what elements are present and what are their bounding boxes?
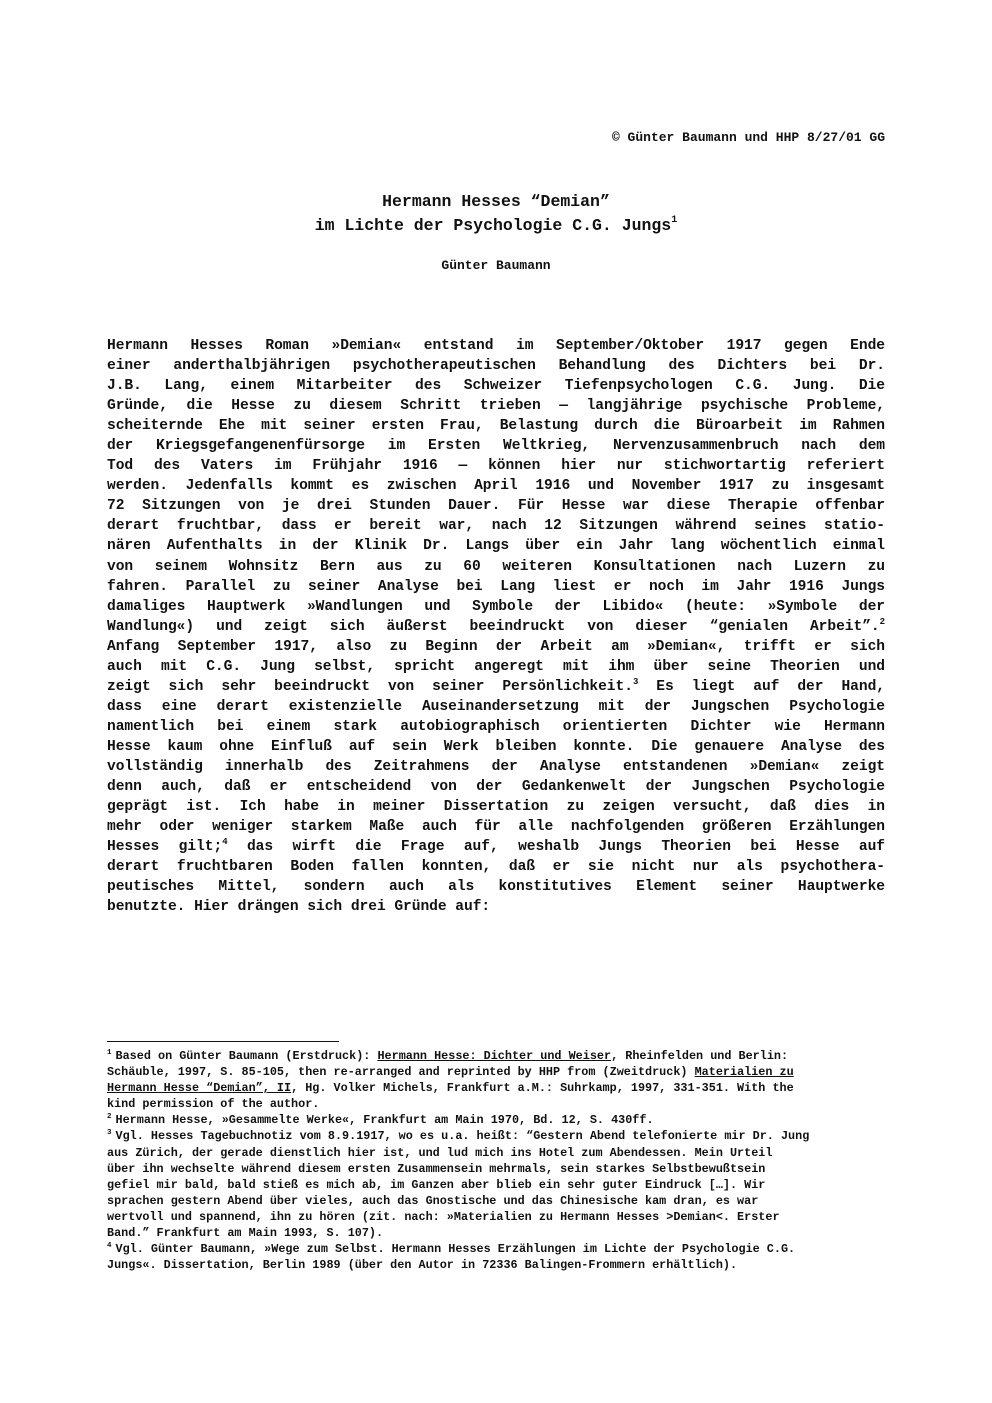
body-line-text: Hesses gilt; xyxy=(107,839,223,856)
footnote-text: Vgl. Hesses Tagebuchnotiz vom 8.9.1917, wo es u.a. heißt: “Gestern Abend telefonierte mir Dr. Jung xyxy=(115,1129,810,1144)
footnote-separator xyxy=(107,1041,339,1042)
body-line: nären Aufenthalts in der Klinik Dr. Langs über ein Jahr lang wöchentlich einmal xyxy=(107,538,885,555)
body-line: benutzte. Hier drängen sich drei Gründe auf: xyxy=(107,899,491,916)
body-line: J.B. Lang, einem Mitarbeiter des Schweizer Tiefenpsychologen C.G. Jung. Die xyxy=(107,378,885,395)
footnote-ref-4[interactable]: 4 xyxy=(222,837,228,848)
body-line: dass eine derart existenzielle Auseinandersetzung mit der Jungschen Psychologie xyxy=(107,698,885,715)
body-line xyxy=(107,837,885,857)
footnote-text: Schäuble, 1997, S. 85-105, then re-arranged and reprinted by HHP from (Zweitdruck) xyxy=(107,1065,695,1080)
footnote-link-hesse-dichter[interactable]: Hermann Hesse: Dichter und Weiser xyxy=(377,1049,612,1063)
footnote-line xyxy=(107,1080,885,1096)
footnote-line xyxy=(107,1112,885,1128)
title-line-2 xyxy=(0,214,992,238)
author-name: Günter Baumann xyxy=(441,258,551,273)
footnote-number: 4 xyxy=(107,1242,112,1251)
footnote-text: Hermann Hesse, »Gesammelte Werke«, Frankfurt am Main 1970, Bd. 12, S. 430ff. xyxy=(115,1113,654,1128)
footnote-line: kind permission of the author. xyxy=(107,1097,320,1112)
footnote-line: über ihn wechselte während diesem ersten Zusammensein mehrmals, sein starkes Selbstbewußtsein xyxy=(107,1161,766,1176)
body-line-text: das wirft die Frage auf, weshalb Jungs Theorien bei Hesse auf xyxy=(227,839,885,856)
title-block xyxy=(0,190,992,273)
body-line: peutisches Mittel, sondern auch als konstitutives Element seiner Hauptwerke xyxy=(107,879,885,896)
body-line: damaliges Hauptwerk »Wandlungen und Symbole der Libido« (heute: »Symbole der xyxy=(107,598,885,615)
body-line: derart fruchtbaren Boden fallen konnten, daß er sie nicht nur als psychothera- xyxy=(107,859,885,876)
footnote-text: , Rheinfelden und Berlin: xyxy=(611,1049,789,1063)
body-line: Hermann Hesses Roman »Demian« entstand im September/Oktober 1917 gegen Ende xyxy=(107,338,885,354)
body-line: Anfang September 1917, also zu Beginn der Arbeit am »Demian«, trifft er sich xyxy=(107,638,885,655)
body-line: werden. Jedenfalls kommt es zwischen April 1916 und November 1917 zu insgesamt xyxy=(107,478,885,495)
footnote-line: wertvoll und spannend, ihn zu hören (zit. nach: »Materialien zu Hermann Hesses >Demian<. Erster xyxy=(107,1209,780,1224)
body-line: einer anderthalbjährigen psychotherapeutischen Behandlung des Dichters bei Dr. xyxy=(107,358,885,375)
footnotes xyxy=(107,1048,885,1273)
body-line xyxy=(107,677,885,697)
body-line: Gründe, die Hesse zu diesem Schritt trieben — langjährige psychische Probleme, xyxy=(107,398,885,415)
footnote-line: sprachen gestern Abend über vieles, auch das Gnostische und das Chinesische kam dran, es war xyxy=(107,1193,759,1208)
body-line: Hesse kaum ohne Einfluß auf sein Werk bleiben konnte. Die genauere Analyse des xyxy=(107,738,885,755)
body-line: 72 Sitzungen von je drei Stunden Dauer. Für Hesse war diese Therapie offenbar xyxy=(107,498,885,515)
footnote-text: , Hg. Volker Michels, Frankfurt a.M.: Suhrkamp, 1997, 331-351. With the xyxy=(291,1081,794,1096)
body-line-text: Wandlung«) und zeigt sich äußerst beeindruckt von dieser “genialen Arbeit”. xyxy=(107,618,880,635)
body-line: derart fruchtbar, dass er bereit war, nach 12 Sitzungen während seines statio- xyxy=(107,518,885,535)
body-line: namentlich bei einem stark autobiographisch orientierten Dichter wie Hermann xyxy=(107,718,885,735)
body-line: geprägt ist. Ich habe in meiner Dissertation zu zeigen versucht, daß dies in xyxy=(107,799,885,816)
footnote-line: Jungs«. Dissertation, Berlin 1989 (über den Autor in 72336 Balingen-Frommern erhältlich). xyxy=(107,1258,738,1273)
footnote-number: 1 xyxy=(107,1049,112,1057)
title-line-2-text: im Lichte der Psychologie C.G. Jungs xyxy=(314,216,672,235)
footnote-line xyxy=(107,1064,885,1080)
footnote-line: Band.” Frankfurt am Main 1993, S. 107). xyxy=(107,1226,384,1241)
body-line: von seinem Wohnsitz Bern aus zu 60 weiteren Konsultationen nach Luzern zu xyxy=(107,558,885,575)
copyright-notice: © Günter Baumann und HHP 8/27/01 GG xyxy=(611,130,885,145)
body-line-text: zeigt sich sehr beeindruckt von seiner Persönlichkeit. xyxy=(107,678,633,695)
body-line: fahren. Parallel zu seiner Analyse bei Lang liest er noch im Jahr 1916 Jungs xyxy=(107,578,885,595)
footnote-line: aus Zürich, der gerade dienstlich hier ist, und lud mich ins Hotel zum Abendessen. Mein Urteil xyxy=(107,1145,773,1160)
body-line xyxy=(107,617,885,637)
body-paragraph xyxy=(107,336,885,917)
footnote-4 xyxy=(107,1241,885,1273)
footnote-ref-2[interactable]: 2 xyxy=(879,616,885,627)
footnote-ref-1[interactable]: 1 xyxy=(671,215,678,226)
body-line: vollständig innerhalb des Zeitrahmens der Analyse entstandenen »Demian« zeigt xyxy=(107,758,885,775)
body-line: der Kriegsgefangenenfürsorge im Ersten Weltkrieg, Nervenzusammenbruch nach dem xyxy=(107,438,885,455)
footnote-text: Vgl. Günter Baumann, »Wege zum Selbst. Hermann Hesses Erzählungen im Lichte der Psychologie C.G. xyxy=(115,1242,796,1257)
footnote-line xyxy=(107,1128,885,1144)
footnote-line xyxy=(107,1241,885,1257)
body-line: mehr oder weniger starkem Maße auch für alle nachfolgenden größeren Erzählungen xyxy=(107,819,885,836)
footnote-3 xyxy=(107,1128,885,1241)
footnote-number: 3 xyxy=(107,1129,112,1138)
body-line: denn auch, daß er entscheidend von der Gedankenwelt der Jungschen Psychologie xyxy=(107,779,885,796)
title-line-1: Hermann Hesses “Demian” xyxy=(382,192,610,211)
footnote-line xyxy=(107,1048,885,1064)
footnote-ref-3[interactable]: 3 xyxy=(632,676,639,687)
footnote-2 xyxy=(107,1112,885,1128)
footnote-number: 2 xyxy=(107,1113,112,1122)
body-line-text: Es liegt auf der Hand, xyxy=(638,678,886,695)
footnote-text: Based on Günter Baumann (Erstdruck): xyxy=(115,1049,378,1063)
footnote-link-materialien[interactable]: Materialien zu xyxy=(694,1065,794,1080)
body-line: scheiternde Ehe mit seiner ersten Frau, Belastung durch die Büroarbeit im Rahmen xyxy=(107,418,885,435)
footnote-link-materialien-cont[interactable]: Hermann Hesse “Demian”, II xyxy=(107,1081,292,1096)
body-line: auch mit C.G. Jung selbst, spricht angeregt mit ihm über seine Theorien und xyxy=(107,658,885,675)
body-line: Tod des Vaters im Frühjahr 1916 — können hier nur stichwortartig referiert xyxy=(107,458,885,475)
footnote-line: gefiel mir bald, bald stieß es mich ab, im Ganzen aber blieb ein sehr guter Eindruck […]. Wir xyxy=(107,1177,766,1192)
footnote-1 xyxy=(107,1048,885,1112)
